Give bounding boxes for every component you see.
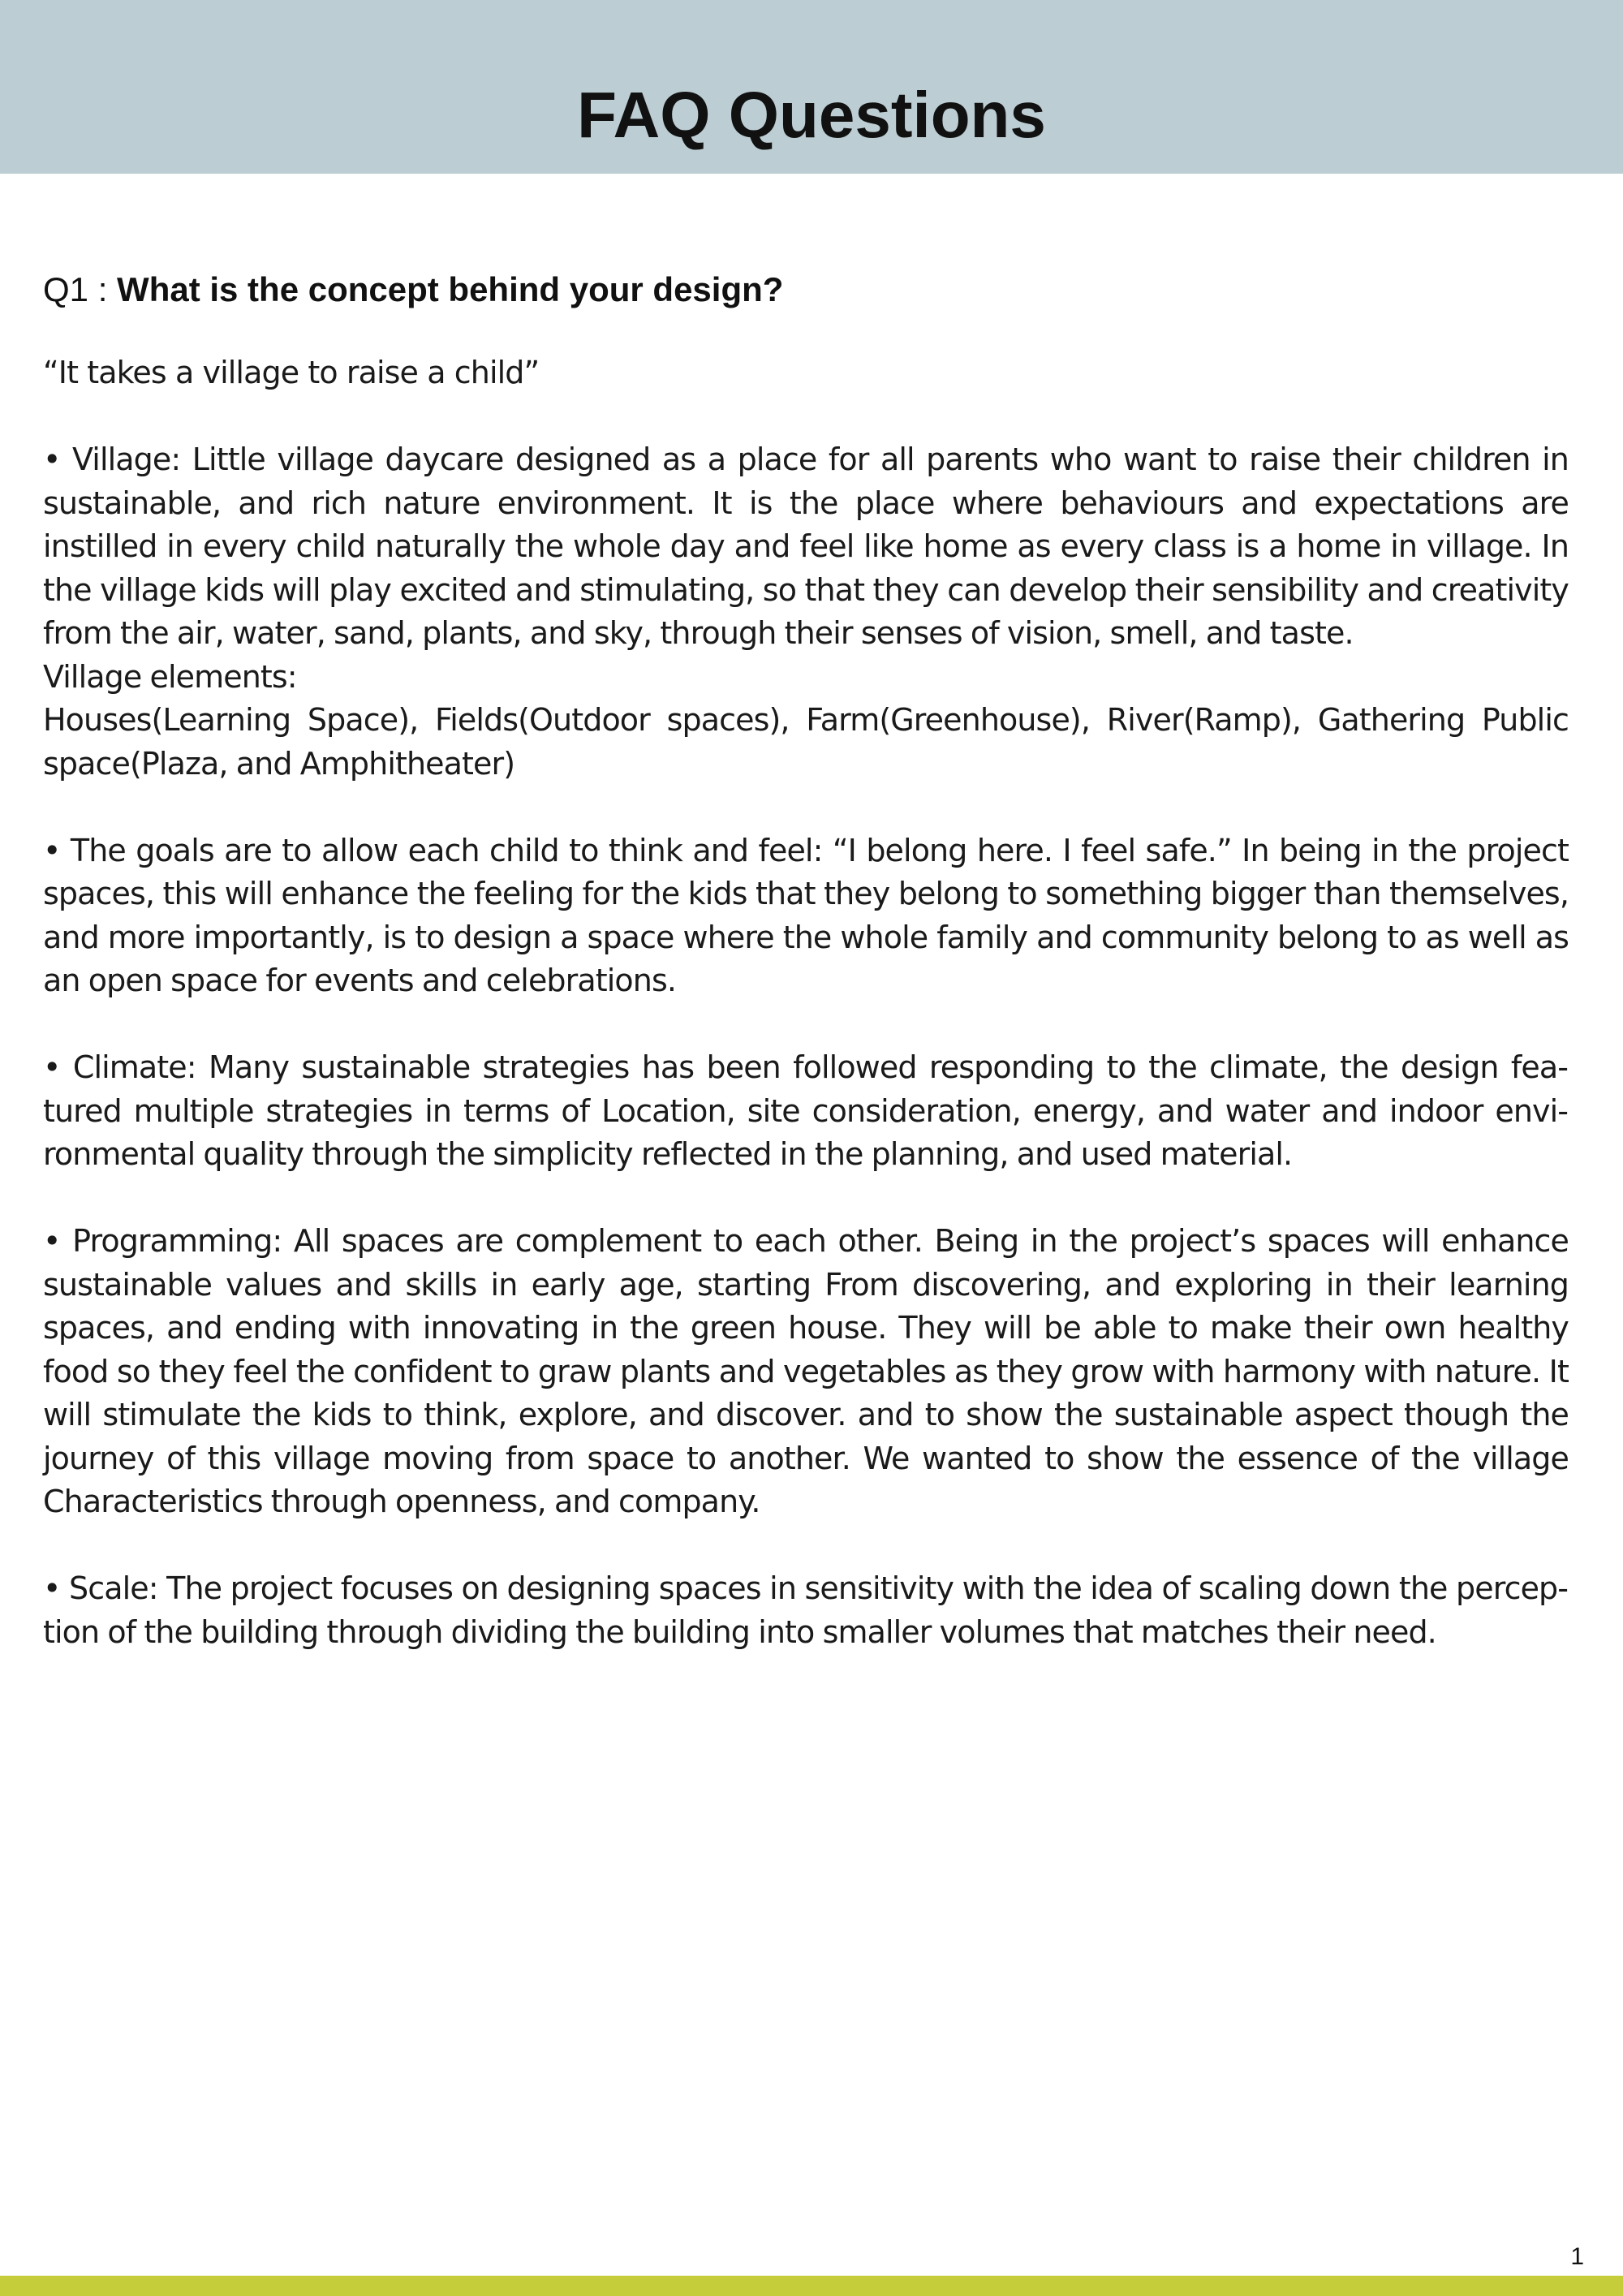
village-text: • Village: Little village daycare designed as a place for all parents who want to raise their children in sustainable, and rich nature environment. It is the place where behaviours and expectations are instilled in every child naturally the whole day and feel like home as every class is a home in village. In the village kids will play excited and stimulating, so that they can develop their sensibility and creativity from the air, water, sand, plants, and sky, through their senses of vision, smell, and taste.: [43, 442, 1569, 651]
village-paragraph: [43, 438, 1569, 786]
goals-paragraph: • The goals are to allow each child to think and feel: “I belong here. I feel safe.” In being in the project spaces, this will enhance the feeling for the kids that they belong to something bigger than themselves, and more importantly, is to design a space where the whole family and community belong to as well as an open space for events and celebrations.: [43, 832, 1569, 998]
question-heading: [43, 268, 1569, 312]
question-text: What is the concept behind your design?: [117, 270, 784, 308]
scale-paragraph: • Scale: The project focuses on designing spaces in sensitivity with the idea of scaling down the perception of the building through dividing the building into smaller volumes that matches their need.: [43, 1570, 1569, 1650]
page-title: FAQ Questions: [577, 79, 1046, 151]
village-elements-list: Houses(Learning Space), Fields(Outdoor spaces), Farm(Greenhouse), River(Ramp), Gathering Public space(Plaza, and Amphitheater): [43, 702, 1569, 782]
programming-paragraph: • Programming: All spaces are complement to each other. Being in the project’s spaces will enhance sustainable values and skills in early age, starting From discovering, and exploring in their learning spaces, and ending with innovating in the green house. They will be able to make their own healthy food so they feel the confident to graw plants and vegetables as they grow with harmony with nature. It will stimulate the kids to think, explore, and discover. and to show the sustainable aspect though the journey of this village moving from space to another. We wanted to show the essence of the village Characteristics through openness, and company.: [43, 1223, 1569, 1519]
climate-paragraph: • Climate: Many sustainable strategies has been followed responding to the climate, the design featured multiple strategies in terms of Location, site consideration, energy, and water and indoor environmental quality through the simplicity reflected in the planning, and used material.: [43, 1049, 1569, 1172]
concept-quote: “It takes a village to raise a child”: [43, 355, 540, 390]
faq-content: [43, 268, 1569, 1698]
question-number: Q1 :: [43, 270, 118, 308]
footer-band: [0, 2276, 1623, 2296]
village-elements-label: Village elements:: [43, 658, 297, 695]
page-number: 1: [1570, 2243, 1584, 2270]
